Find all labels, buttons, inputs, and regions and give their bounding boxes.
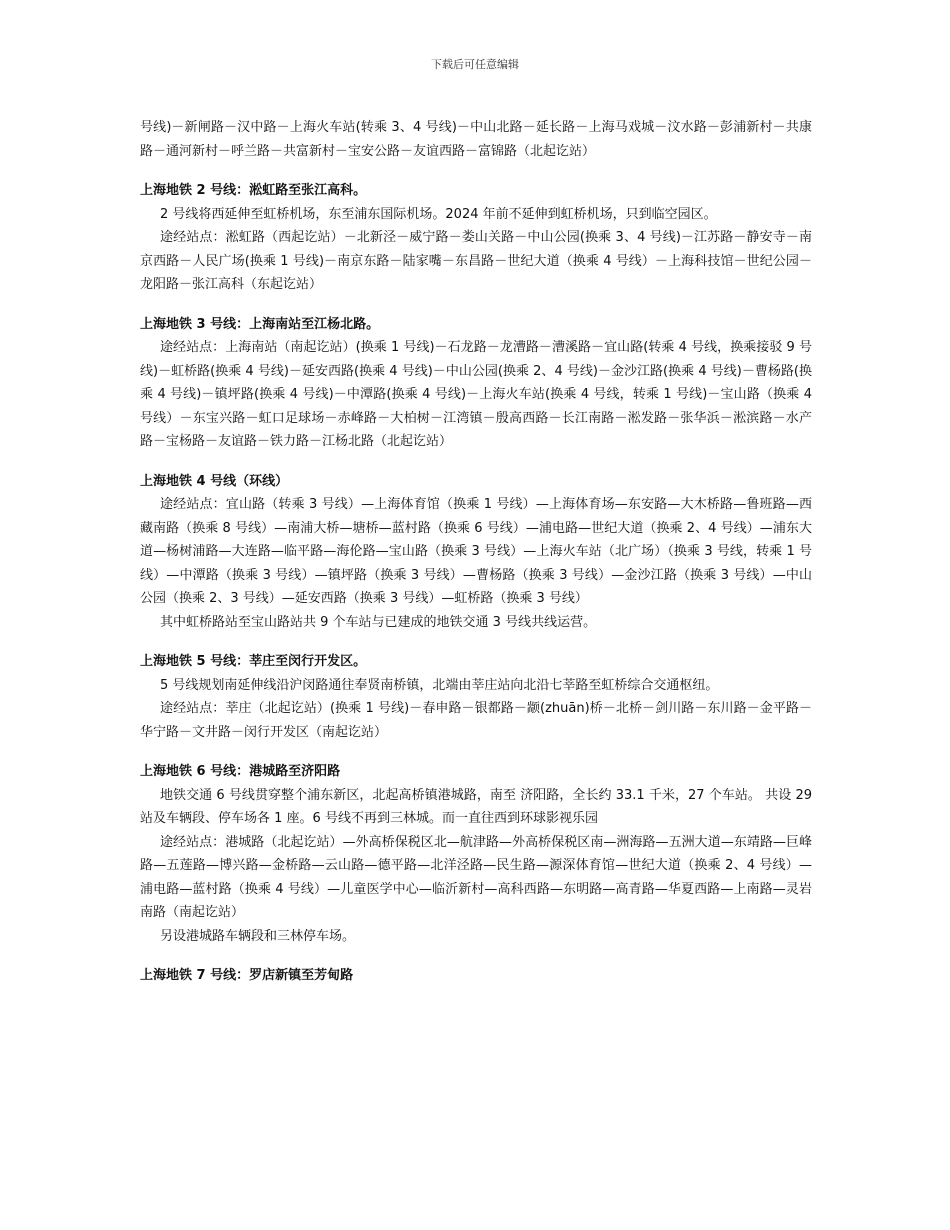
section-heading: 上海地铁 3 号线：上海南站至江杨北路。	[140, 316, 380, 332]
section-paragraph: 途经站点：莘庄（北起讫站）(换乘 1 号线)－春申路－银都路－颛(zhuān)桥－北桥－剑川路－东川路－金平路－华宁路－文井路－闵行开发区（南起讫站）	[140, 701, 812, 740]
section-paragraph: 其中虹桥路站至宝山路站共 9 个车站与已建成的地铁交通 3 号线共线运营。	[160, 614, 597, 630]
section-paragraph: 地铁交通 6 号线贯穿整个浦东新区，北起高桥镇港城路，南至 济阳路，全长约 33.1 千米，27 个车站。 共设 29 站及车辆段、停车场各 1 座。6 号线不再到三林城。而一直往西到环球影视乐园	[140, 787, 812, 826]
section-line-6	[140, 760, 812, 948]
section-line-4	[140, 470, 812, 635]
section-heading: 上海地铁 2 号线：淞虹路至张江高科。	[140, 183, 367, 198]
section-paragraph: 2 号线将西延伸至虹桥机场，东至浦东国际机场。2024 年前不延伸到虹桥机场，只到临空园区。	[160, 206, 717, 222]
section-paragraph: 另设港城路车辆段和三林停车场。	[160, 928, 356, 944]
section-line-5	[140, 650, 812, 744]
section-heading: 上海地铁 6 号线：港城路至济阳路	[140, 764, 341, 779]
section-paragraph: 途经站点：淞虹路（西起讫站）－北新泾－威宁路－娄山关路－中山公园(换乘 3、4 号线)－江苏路－静安寺－南京西路－人民广场(换乘 1 号线)－南京东路－陆家嘴－东昌路－世纪大道（换乘 4 号线）－上海科技馆－世纪公园－龙阳路－张江高科（东起讫站）	[140, 230, 812, 292]
section-line-3	[140, 313, 812, 454]
section-heading: 上海地铁 7 号线：罗店新镇至芳甸路	[140, 968, 354, 983]
section-line-7	[140, 964, 812, 988]
section-heading: 上海地铁 5 号线：莘庄至闵行开发区。	[140, 654, 367, 669]
section-line-2	[140, 179, 812, 297]
section-heading: 上海地铁 4 号线（环线）	[140, 473, 289, 489]
document-body	[140, 116, 812, 988]
intro-paragraph: 号线)－新闸路－汉中路－上海火车站(转乘 3、4 号线)－中山北路－延长路－上海马戏城－汶水路－彭浦新村－共康路－通河新村－呼兰路－共富新村－宝安公路－友谊西路－富锦路（北起讫站）	[140, 120, 812, 159]
section-paragraph: 途经站点：港城路（北起讫站）—外高桥保税区北—航津路—外高桥保税区南—洲海路—五洲大道—东靖路—巨峰路—五莲路—博兴路—金桥路—云山路—德平路—北洋泾路—民生路—源深体育馆—世纪大道（换乘 2、4 号线）—浦电路—蓝村路（换乘 4 号线）—儿童医学中心—临沂新村—高科西路—东明路—高青路—华夏西路—上南路—灵岩南路（南起讫站）	[140, 834, 812, 920]
section-paragraph: 5 号线规划南延伸线沿沪闵路通往奉贤南桥镇，北端由莘庄站向北沿七莘路至虹桥综合交通枢纽。	[160, 677, 719, 693]
section-paragraph: 途经站点：宜山路（转乘 3 号线）—上海体育馆（换乘 1 号线）—上海体育场—东安路—大木桥路—鲁班路—西藏南路（换乘 8 号线）—南浦大桥—塘桥—蓝村路（换乘 6 号线）—浦电路—世纪大道（换乘 2、4 号线）—浦东大道—杨树浦路—大连路—临平路—海伦路—宝山路（换乘 3 号线）—上海火车站（北广场）（换乘 3 号线，转乘 1 号线）—中潭路（换乘 3 号线）—镇坪路（换乘 3 号线）—曹杨路（换乘 3 号线）—金沙江路（换乘 3 号线）—中山公园（换乘 2、3 号线）—延安西路（换乘 3 号线）—虹桥路（换乘 3 号线）	[140, 497, 812, 606]
page-header: 下载后可任意编辑	[431, 58, 519, 71]
section-paragraph: 途经站点：上海南站（南起讫站）(换乘 1 号线)－石龙路－龙漕路－漕溪路－宜山路(转乘 4 号线，换乘接驳 9 号线)－虹桥路(换乘 4 号线)－延安西路(换乘 4 号线)－中山公园(换乘 2、4 号线)－金沙江路(换乘 4 号线)－曹杨路(换乘 4 号线)－镇坪路(换乘 4 号线)－中潭路(换乘 4 号线)－上海火车站(换乘 4 号线，转乘 1 号线)－宝山路（换乘 4 号线）－东宝兴路－虹口足球场－赤峰路－大柏树－江湾镇－殷高西路－长江南路－淞发路－张华浜－淞滨路－水产路－宝杨路－友谊路－铁力路－江杨北路（北起讫站）	[140, 340, 812, 449]
